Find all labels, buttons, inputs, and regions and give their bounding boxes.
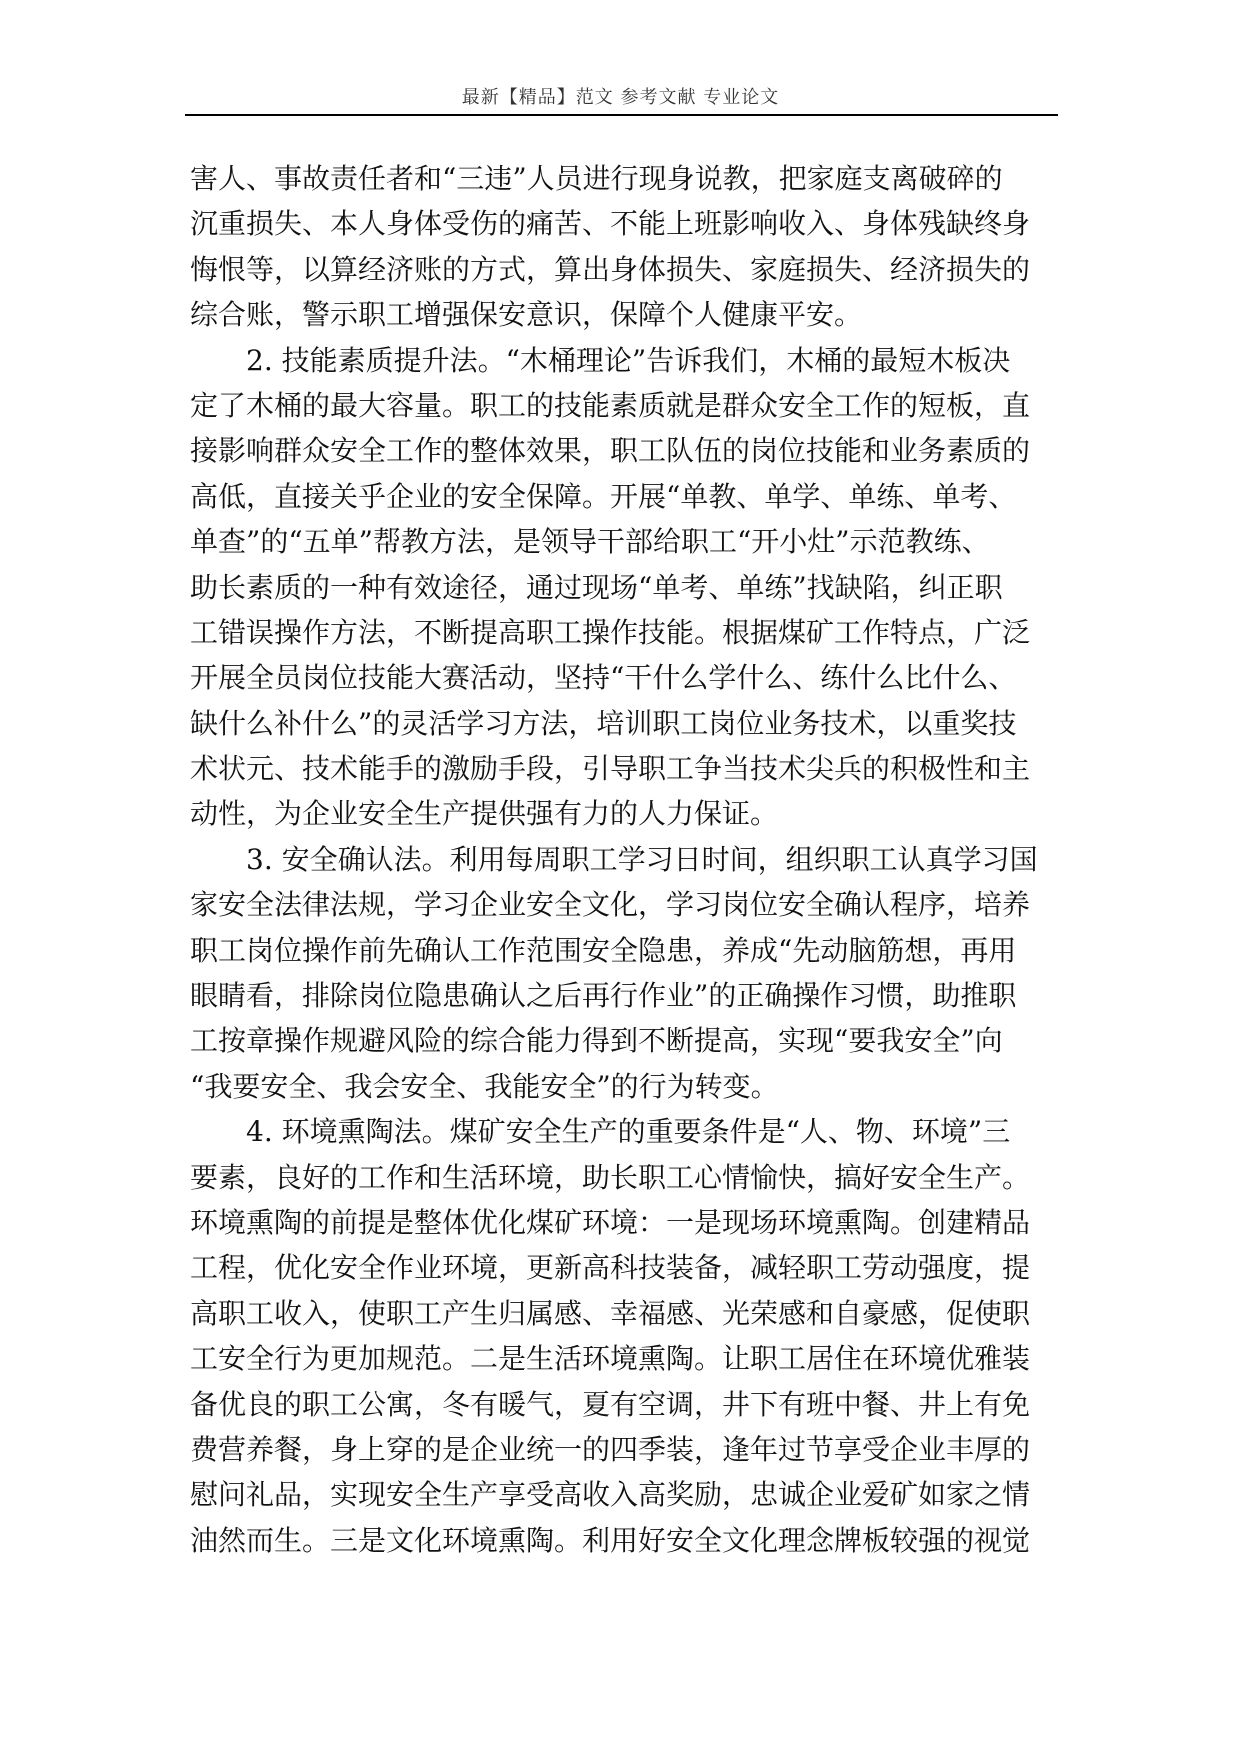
text-line: 2. 技能素质提升法。“木桶理论”告诉我们，木桶的最短木板决 xyxy=(246,343,1011,377)
text-line: 油然而生。三是文化环境熏陶。利用好安全文化理念牌板较强的视觉 xyxy=(190,1523,1031,1557)
text-line: 环境熏陶的前提是整体优化煤矿环境：一是现场环境熏陶。创建精品 xyxy=(190,1205,1031,1239)
text-line: 职工岗位操作前先确认工作范围安全隐患，养成“先动脑筋想，再用 xyxy=(190,933,1017,967)
text-line: 术状元、技术能手的激励手段，引导职工争当技术尖兵的积极性和主 xyxy=(190,752,1031,786)
text-line: 3. 安全确认法。利用每周职工学习日时间，组织职工认真学习国 xyxy=(246,842,1038,876)
text-line: 悔恨等，以算经济账的方式，算出身体损失、家庭损失、经济损失的 xyxy=(190,252,1031,286)
text-line: 慰问礼品，实现安全生产享受高收入高奖励，忠诚企业爱矿如家之情 xyxy=(190,1478,1031,1512)
text-line: 单查”的“五单”帮教方法，是领导干部给职工“开小灶”示范教练、 xyxy=(190,525,990,559)
text-line: 工错误操作方法，不断提高职工操作技能。根据煤矿工作特点，广泛 xyxy=(190,615,1031,649)
text-line: 工安全行为更加规范。二是生活环境熏陶。让职工居住在环境优雅装 xyxy=(190,1342,1031,1376)
text-line: 备优良的职工公寓，冬有暖气，夏有空调，井下有班中餐、井上有免 xyxy=(190,1387,1031,1421)
text-line: 高职工收入，使职工产生归属感、幸福感、光荣感和自豪感，促使职 xyxy=(190,1296,1031,1330)
text-line: 缺什么补什么”的灵活学习方法，培训职工岗位业务技术，以重奖技 xyxy=(190,706,1017,740)
text-line: 综合账，警示职工增强保安意识，保障个人健康平安。 xyxy=(190,298,863,332)
text-line: 要素，良好的工作和生活环境，助长职工心情愉快，搞好安全生产。 xyxy=(190,1160,1031,1194)
text-line: 助长素质的一种有效途径，通过现场“单考、单练”找缺陷，纠正职 xyxy=(190,570,1003,604)
text-line: 害人、事故责任者和“三违”人员进行现身说教，把家庭支离破碎的 xyxy=(190,162,1003,195)
text-line: 高低，直接关乎企业的安全保障。开展“单教、单学、单练、单考、 xyxy=(190,479,1017,513)
header-rule xyxy=(185,114,1058,116)
document-body xyxy=(190,156,1055,1563)
text-line: 动性，为企业安全生产提供强有力的人力保证。 xyxy=(190,797,779,831)
text-line: 费营养餐，身上穿的是企业统一的四季装，逢年过节享受企业丰厚的 xyxy=(190,1432,1031,1466)
text-line: 家安全法律法规，学习企业安全文化，学习岗位安全确认程序，培养 xyxy=(190,888,1031,922)
text-line: 开展全员岗位技能大赛活动，坚持“干什么学什么、练什么比什么、 xyxy=(190,661,1017,695)
text-line: 眼睛看，排除岗位隐患确认之后再行作业”的正确操作习惯，助推职 xyxy=(190,979,1017,1013)
text-line: “我要安全、我会安全、我能安全”的行为转变。 xyxy=(190,1069,779,1103)
text-line: 定了木桶的最大容量。职工的技能素质就是群众安全工作的短板，直 xyxy=(190,388,1031,422)
text-line: 沉重损失、本人身体受伤的痛苦、不能上班影响收入、身体残缺终身 xyxy=(190,207,1031,241)
page-header: 最新【精品】范文 参考文献 专业论文 xyxy=(461,87,780,108)
text-line: 工按章操作规避风险的综合能力得到不断提高，实现“要我安全”向 xyxy=(190,1024,1003,1058)
text-line: 4. 环境熏陶法。煤矿安全生产的重要条件是“人、物、环境”三 xyxy=(246,1115,1011,1149)
text-line: 接影响群众安全工作的整体效果，职工队伍的岗位技能和业务素质的 xyxy=(190,434,1031,468)
text-line: 工程，优化安全作业环境，更新高科技装备，减轻职工劳动强度，提 xyxy=(190,1251,1031,1285)
